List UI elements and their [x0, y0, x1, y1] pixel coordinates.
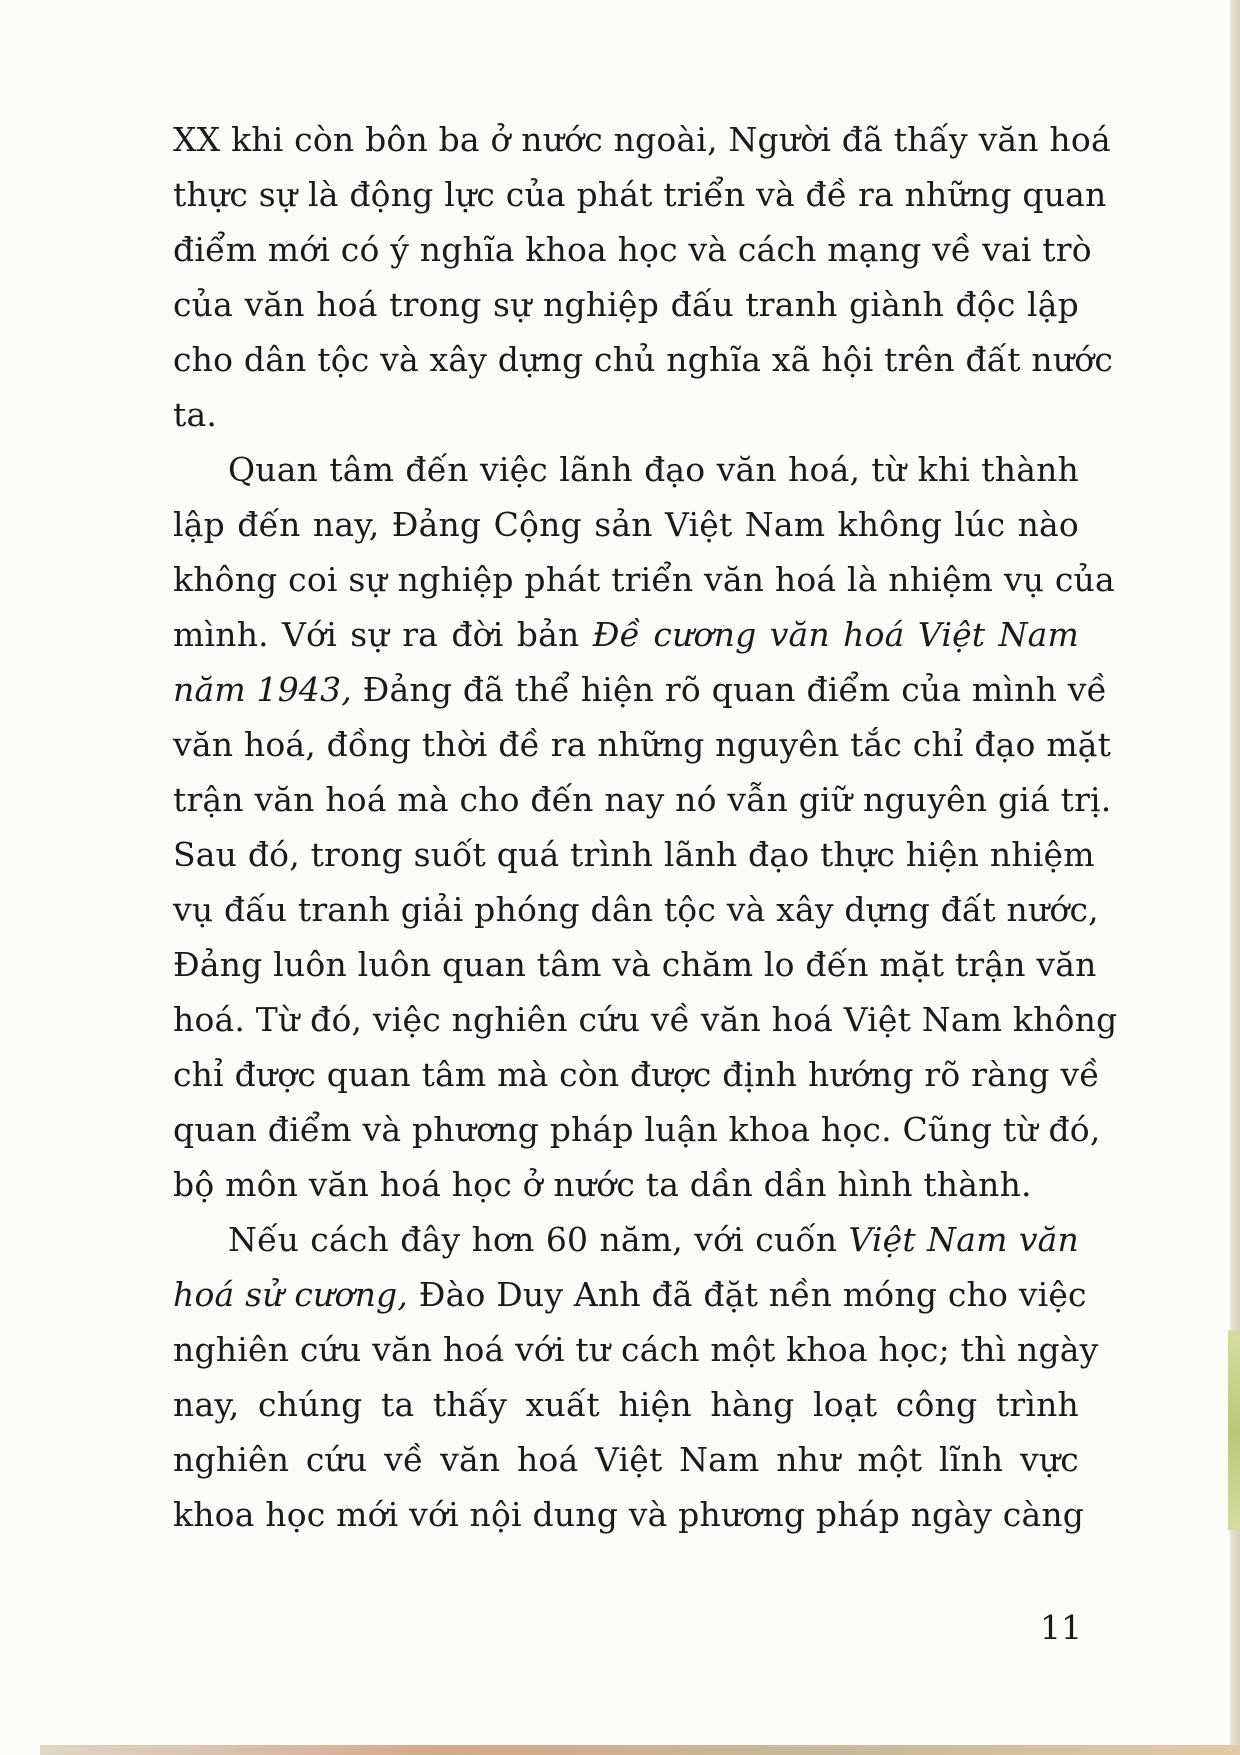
text-line: hoá. Từ đó, việc nghiên cứu về văn hoá Việt Nam không: [173, 1000, 1118, 1039]
text-line: không coi sự nghiệp phát triển văn hoá là nhiệm vụ của: [173, 560, 1115, 599]
text-line: thực sự là động lực của phát triển và đề ra những quan: [173, 175, 1107, 214]
paragraph-2: [173, 442, 1118, 1212]
text-line: bộ môn văn hoá học ở nước ta dần dần hình thành.: [173, 1165, 1032, 1204]
text-line: cho dân tộc và xây dựng chủ nghĩa xã hội trên đất nước: [173, 340, 1114, 379]
text-line: Sau đó, trong suốt quá trình lãnh đạo thực hiện nhiệm: [173, 835, 1095, 874]
text-line: ta.: [173, 395, 218, 434]
book-title-italic: Đề cương văn hoá Việt Nam: [592, 615, 1080, 654]
text-line: [173, 662, 1108, 717]
text-line: chỉ được quan tâm mà còn được định hướng rõ ràng về: [173, 1055, 1100, 1094]
text-line: quan điểm và phương pháp luận khoa học. Cũng từ đó,: [173, 1110, 1101, 1149]
book-title-italic: Việt Nam văn: [848, 1220, 1080, 1259]
text-line: Quan tâm đến việc lãnh đạo văn hoá, từ khi thành: [228, 450, 1079, 489]
text-line: nay, chúng ta thấy xuất hiện hàng loạt công trình: [173, 1385, 1079, 1424]
text-span: mình. Với sự ra đời bản: [173, 615, 593, 654]
text-line: [173, 1267, 1087, 1322]
text-span: Đảng đã thể hiện rõ quan điểm của mình về: [351, 670, 1108, 709]
page-edge-tint: [1228, 1330, 1240, 1530]
text-line: điểm mới có ý nghĩa khoa học và cách mạng về vai trò: [173, 230, 1092, 269]
text-line: [173, 1212, 1079, 1267]
page-number: 11: [1040, 1608, 1082, 1647]
text-line: của văn hoá trong sự nghiệp đấu tranh giành độc lập: [173, 285, 1079, 324]
text-line: lập đến nay, Đảng Cộng sản Việt Nam không lúc nào: [173, 505, 1079, 544]
text-line: vụ đấu tranh giải phóng dân tộc và xây dựng đất nước,: [173, 890, 1099, 929]
text-span: Nếu cách đây hơn 60 năm, với cuốn: [228, 1220, 849, 1259]
page-bottom-edge: [40, 1745, 1240, 1755]
paragraph-3: [173, 1212, 1099, 1542]
text-line: khoa học mới với nội dung và phương pháp ngày càng: [173, 1495, 1085, 1534]
book-title-italic: hoá sử cương,: [173, 1275, 409, 1314]
text-line: trận văn hoá mà cho đến nay nó vẫn giữ nguyên giá trị.: [173, 780, 1112, 819]
text-line: XX khi còn bôn ba ở nước ngoài, Người đã thấy văn hoá: [173, 120, 1111, 159]
text-line: nghiên cứu văn hoá với tư cách một khoa học; thì ngày: [173, 1330, 1099, 1369]
text-line: [173, 607, 1079, 662]
text-span: Đào Duy Anh đã đặt nền móng cho việc: [408, 1275, 1087, 1314]
text-line: văn hoá, đồng thời đề ra những nguyên tắc chỉ đạo mặt: [173, 725, 1112, 764]
body-text: [173, 112, 1118, 1542]
text-line: nghiên cứu về văn hoá Việt Nam như một lĩnh vực: [173, 1440, 1079, 1479]
text-line: Đảng luôn luôn quan tâm và chăm lo đến mặt trận văn: [173, 945, 1097, 984]
book-title-italic: năm 1943,: [173, 670, 352, 709]
paragraph-1: [173, 112, 1114, 442]
